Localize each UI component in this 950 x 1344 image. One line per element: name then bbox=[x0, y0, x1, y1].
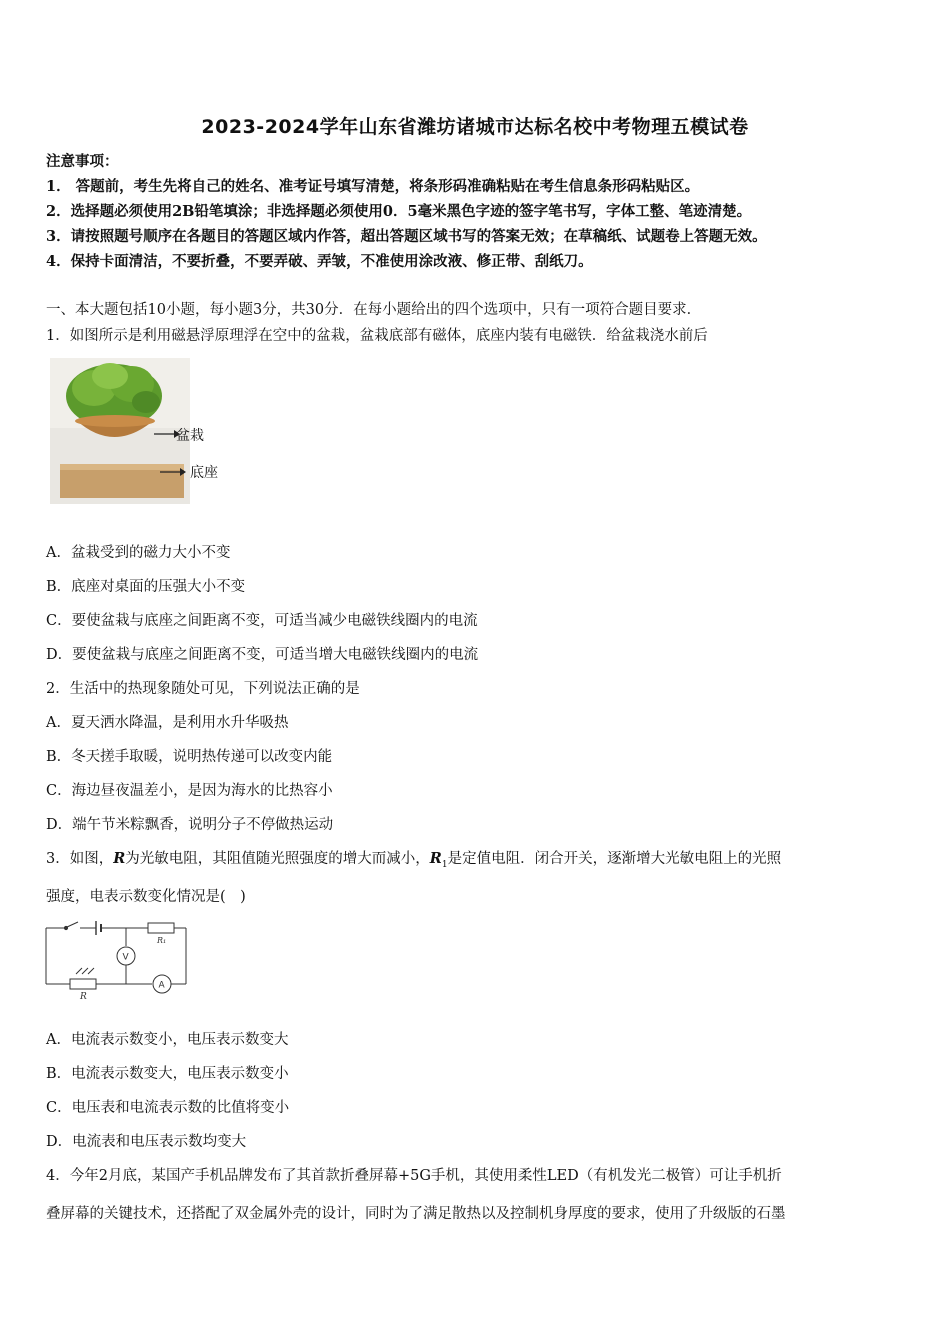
option: C．电压表和电流表示数的比值将变小 bbox=[46, 1100, 290, 1116]
stem-text: 是定值电阻．闭合开关，逐渐增大光敏电阻上的光照 bbox=[447, 851, 782, 867]
stem-text: 3．如图， bbox=[46, 851, 114, 867]
option: B．底座对桌面的压强大小不变 bbox=[46, 579, 246, 595]
option: A．盆栽受到的磁力大小不变 bbox=[46, 545, 231, 561]
option: B．冬天搓手取暖，说明热传递可以改变内能 bbox=[46, 749, 333, 765]
question-4-stem: 4．今年2月底，某国产手机品牌发布了其首款折叠屏幕+5G手机，其使用柔性LED（有机发光二极管）可让手机折 bbox=[46, 1168, 782, 1184]
figure-label-base: 底座 bbox=[190, 465, 218, 481]
label-r1: R₁ bbox=[157, 936, 167, 945]
notice-heading: 注意事项： bbox=[46, 153, 119, 170]
figure-label-pot: 盆栽 bbox=[176, 428, 204, 444]
notice-item: 4．保持卡面清洁，不要折叠，不要弄破、弄皱，不准使用涂改液、修正带、刮纸刀。 bbox=[46, 253, 593, 270]
option: C．要使盆栽与底座之间距离不变，可适当减少电磁铁线圈内的电流 bbox=[46, 613, 478, 629]
page-title: 2023-2024学年山东省潍坊诸城市达标名校中考物理五模试卷 bbox=[201, 116, 749, 138]
floating-plant-figure bbox=[50, 358, 190, 504]
option: D．电流表和电压表示数均变大 bbox=[46, 1134, 247, 1150]
option: D．要使盆栽与底座之间距离不变，可适当增大电磁铁线圈内的电流 bbox=[46, 647, 479, 663]
subscript: 1 bbox=[441, 859, 448, 870]
notice-item: 3．请按照题号顺序在各题目的答题区域内作答，超出答题区域书写的答案无效；在草稿纸、试题卷上答题无效。 bbox=[46, 228, 767, 245]
option: B．电流表示数变大，电压表示数变小 bbox=[46, 1066, 289, 1082]
notice-item: 2．选择题必须使用2B铅笔填涂；非选择题必须使用0．5毫米黑色字迹的签字笔书写，字体工整、笔迹清楚。 bbox=[46, 203, 752, 220]
section-heading: 一、本大题包括10小题，每小题3分，共30分．在每小题给出的四个选项中，只有一项符合题目要求． bbox=[46, 302, 702, 318]
voltmeter-label: V bbox=[122, 952, 129, 963]
option: A．夏天洒水降温，是利用水升华吸热 bbox=[46, 715, 289, 731]
circuit-diagram bbox=[42, 918, 192, 1000]
option: A．电流表示数变小，电压表示数变大 bbox=[46, 1032, 289, 1048]
question-2-stem: 2．生活中的热现象随处可见，下列说法正确的是 bbox=[46, 681, 360, 697]
label-r: R bbox=[80, 992, 87, 1000]
symbol-r: R bbox=[113, 850, 126, 867]
question-3-stem-cont: 强度，电表示数变化情况是( ) bbox=[46, 889, 246, 905]
ammeter-label: A bbox=[158, 980, 165, 991]
question-4-stem-cont: 叠屏幕的关键技术，还搭配了双金属外壳的设计，同时为了满足散热以及控制机身厚度的要求，使用了升级版的石墨 bbox=[46, 1206, 786, 1222]
notice-item: 1． 答题前，考生先将自己的姓名、准考证号填写清楚，将条形码准确粘贴在考生信息条形码粘贴区。 bbox=[46, 178, 700, 195]
option: C．海边昼夜温差小，是因为海水的比热容小 bbox=[46, 783, 333, 799]
stem-text: 为光敏电阻，其阻值随光照强度的增大而减小， bbox=[125, 851, 430, 867]
question-1-stem: 1．如图所示是利用磁悬浮原理浮在空中的盆栽，盆栽底部有磁体，底座内装有电磁铁．给盆栽浇水前后 bbox=[46, 328, 708, 344]
symbol-r1: R bbox=[429, 850, 442, 867]
question-3-stem bbox=[46, 849, 781, 875]
option: D．端午节米粽飘香，说明分子不停做热运动 bbox=[46, 817, 334, 833]
